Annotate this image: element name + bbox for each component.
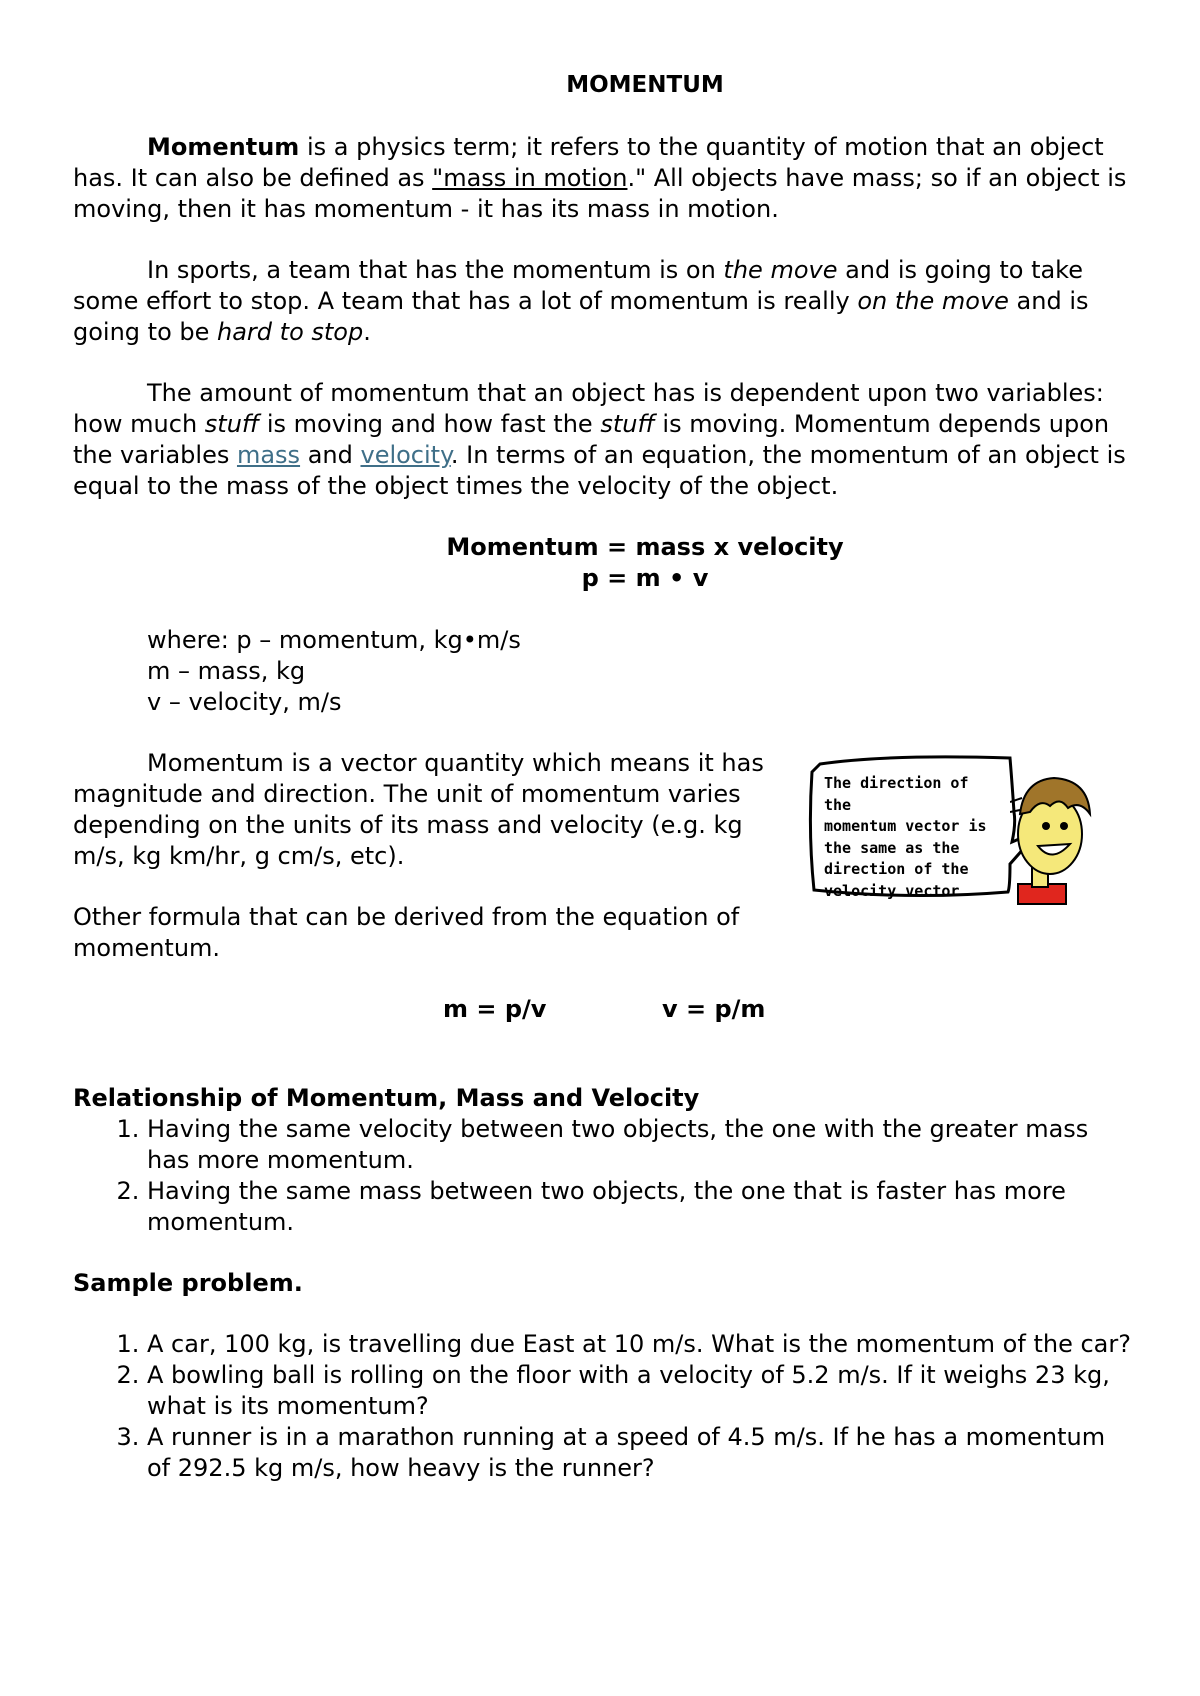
page-title: MOMENTUM — [566, 72, 724, 98]
sample-heading: Sample problem. — [73, 1269, 303, 1297]
equation-symbols: p = m • v — [581, 564, 709, 592]
equation-words: Momentum = mass x velocity — [446, 533, 844, 561]
paragraph-definition: Momentum is a physics term; it refers to the quantity of motion that an object has. It can also be defined as "mass in motion." All objects have mass; so if an object is moving, then it has momentum - it has its mass in motion. — [73, 133, 1127, 223]
callout-text: The direction of the momentum vector is the same as the direction of the velocity vector — [824, 774, 987, 900]
sample-section — [73, 1268, 1133, 1484]
paragraph-sports: In sports, a team that has the momentum is on the move and is going to take some effort to stop. A team that has a lot of momentum is really on the move and is going to be hard to stop. — [73, 256, 1089, 346]
cartoon-callout — [800, 752, 1100, 922]
link-velocity[interactable]: velocity — [360, 441, 451, 469]
relationship-section — [73, 1083, 1133, 1238]
list-item: 1. A car, 100 kg, is travelling due East at 10 m/s. What is the momentum of the car? — [147, 1329, 1133, 1360]
link-mass[interactable]: mass — [236, 441, 301, 469]
paragraph-variables: The amount of momentum that an object has is dependent upon two variables: how much stuff is moving and how fast the stuff is moving. Momentum depends upon the variables mass and velocity. In terms of an equation, the momentum of an object is equal to the mass of the object times the velocity of the object. — [73, 379, 1126, 500]
definition-p: where: p – momentum, kg•m/s — [147, 626, 521, 654]
paragraph-vector: Momentum is a vector quantity which means it has magnitude and direction. The unit of momentum varies depending on the units of its mass and velocity (e.g. kg m/s, kg km/hr, g cm/s, etc). — [73, 749, 764, 870]
formula-velocity: v = p/m — [662, 995, 766, 1023]
list-item: 1. Having the same velocity between two objects, the one with the greater mass has more momentum. — [147, 1114, 1133, 1176]
list-item: 2. A bowling ball is rolling on the floor with a velocity of 5.2 m/s. If it weighs 23 kg, what is its momentum? — [147, 1360, 1133, 1422]
cartoon-character-icon — [1010, 752, 1100, 912]
definition-m: m – mass, kg — [147, 657, 306, 685]
list-item: 3. A runner is in a marathon running at a speed of 4.5 m/s. If he has a momentum of 292.5 kg m/s, how heavy is the runner? — [147, 1422, 1133, 1484]
variable-definitions — [147, 625, 1200, 718]
paragraph-other-formula: Other formula that can be derived from the equation of momentum. — [73, 903, 740, 962]
quote-mass-in-motion: "mass in motion — [432, 164, 628, 192]
relationship-list — [73, 1114, 1133, 1238]
term-momentum: Momentum — [147, 133, 300, 161]
formula-mass: m = p/v — [443, 995, 547, 1023]
list-item: 2. Having the same mass between two objects, the one that is faster has more momentum. — [147, 1176, 1133, 1238]
definition-v: v – velocity, m/s — [147, 688, 342, 716]
relationship-heading: Relationship of Momentum, Mass and Velocity — [73, 1084, 700, 1112]
sample-list — [73, 1329, 1133, 1484]
